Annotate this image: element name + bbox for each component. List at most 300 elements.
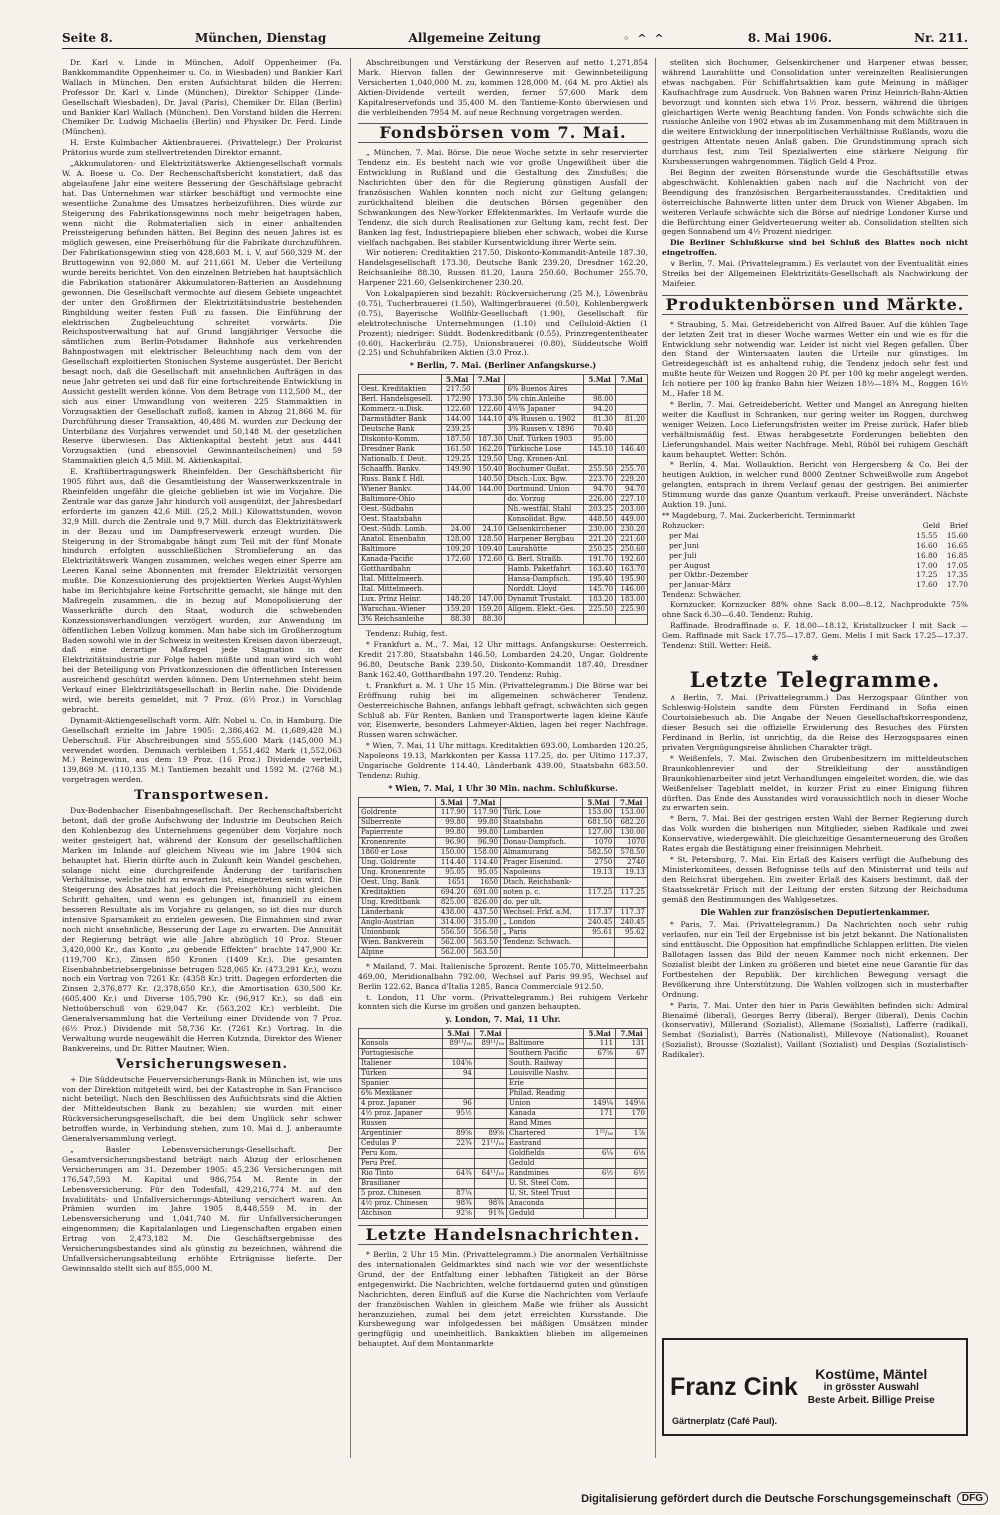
table-header-cell [500, 797, 582, 807]
table-cell: 225.90 [616, 605, 648, 615]
table-cell [615, 877, 648, 887]
table-cell: 171 [584, 1109, 616, 1119]
table-cell: Brasilianer [359, 1179, 443, 1189]
table-row [359, 1139, 648, 1149]
table-cell [474, 1099, 506, 1109]
table-cell: 94.70 [616, 485, 648, 495]
table-cell: 114.40 [468, 857, 501, 867]
table-cell: 104⅝ [442, 1059, 474, 1069]
table-row [359, 405, 648, 415]
table-cell: 1070 [615, 837, 648, 847]
table-row [359, 1099, 648, 1109]
table-cell [616, 385, 648, 395]
quote-table-london [358, 1028, 648, 1219]
section-heading: Transportwesen. [134, 788, 270, 804]
table-cell: 70.40 [584, 425, 616, 435]
table-cell: 170 [616, 1109, 648, 1119]
table-cell: Alpine [359, 947, 436, 957]
table-cell [473, 505, 505, 515]
table-header-cell [507, 1029, 584, 1039]
table-cell: 221.60 [616, 535, 648, 545]
table-row [359, 1049, 648, 1059]
table-cell: Unif. Türken 1903 [505, 435, 584, 445]
table-header-cell: 7.Mai [615, 797, 648, 807]
table-cell: Schaaffh. Bankv. [359, 465, 442, 475]
sugar-cols: Rohzucker: Geld Brief [662, 520, 968, 530]
table-cell: 438.00 [435, 907, 468, 917]
table-cell: 99.80 [435, 827, 468, 837]
table-cell: 195.90 [616, 575, 648, 585]
table-row [359, 867, 648, 877]
table-cell: 144.00 [441, 485, 473, 495]
table-cell [442, 1179, 474, 1189]
table-cell: 223.70 [584, 475, 616, 485]
table-row [359, 415, 648, 425]
table-cell: 578.50 [615, 847, 648, 857]
sugar-tendenz: Tendenz: Schwächer. [662, 590, 742, 600]
table-cell: 94.70 [584, 485, 616, 495]
table-cell: 140.50 [473, 475, 505, 485]
table-cell: Allgem. Elekt.-Ges. [505, 605, 584, 615]
table-cell [474, 1149, 506, 1159]
table-cell: Wiener Bankv. [359, 485, 442, 495]
table-cell: Nh.-westfäl. Stahl [505, 505, 584, 515]
table-cell: 250.25 [584, 545, 616, 555]
table-cell: 88.30 [473, 615, 505, 625]
table-cell: Unionbank [359, 927, 436, 937]
table-cell [442, 1089, 474, 1099]
table-cell [584, 1189, 616, 1199]
article-text: * Wien, 7. Mai, 11 Uhr mittags. Kreditaktien 693.00, Lombarden 120.25, Napoleons 19.13, Markkonten per Kassa 117.25, do. per Ultimo 117.37, Ungarische Goldrente 114.40, Länderbank 439.00, Staatsbahn 683.50. Tendenz: Ruhig. [358, 741, 648, 780]
table-cell: 96 [442, 1099, 474, 1109]
table-cell: 149⅛ [616, 1099, 648, 1109]
table-cell: 117.90 [435, 807, 468, 817]
table-row [359, 1209, 648, 1219]
table-cell: 94 [442, 1069, 474, 1079]
table-cell: Gotthardbahn [359, 565, 442, 575]
table-cell: Italiener [359, 1059, 443, 1069]
table-header-cell: 7.Mai [468, 797, 501, 807]
table-cell: 172.60 [473, 555, 505, 565]
table-cell: 144.00 [473, 485, 505, 495]
table-cell [616, 425, 648, 435]
sugar-row: per Mai 15.55 15.60 [662, 530, 968, 540]
table-cell: 240.45 [582, 917, 615, 927]
article-text: ∨ Berlin, 7. Mai. (Privattelegramm.) Es verlautet von der Eventualität eines Streiks bei der Allgemeinen Elektrizitäts-Gesellschaft als Nachwirkung der Maifeier. [662, 259, 968, 288]
table-cell [474, 1059, 506, 1069]
table-cell [441, 575, 473, 585]
table-cell: 117.25 [615, 887, 648, 897]
table-row [359, 565, 648, 575]
table-cell: 2750 [582, 857, 615, 867]
table-row [359, 857, 648, 867]
table-cell [474, 1109, 506, 1119]
table-cell: Bochumer Gußst. [505, 465, 584, 475]
table-cell [616, 1069, 648, 1079]
article-text: + Die Süddeutsche Feuerversicherungs-Bank in München ist, wie uns von der Direktion mitgeteilt wird, bei der Katastrophe in San Francisco nicht beteiligt. Nach den Beschlüssen des Aufsichtsrats sind die Aktien der Mitteldeutschen Bank zu bezahlen; sie wurden mit einer Rückversicherungsgesellschaft, die bei dem Unglück sehr schwer betroffen wurde, in Verbindung stehen, zum 10. Mai d. J. anberaumte Generalversammlung verlegt. [62, 1074, 342, 1144]
sugar-report [662, 511, 968, 600]
table-row [359, 1059, 648, 1069]
table-cell: 195.40 [584, 575, 616, 585]
article-text: „ Basler Lebensversicherungs-Gesellschaft. Der Gesamtversicherungsbestand beträgt nach Abzug der erloschenen Versicherungen am 31. Dezember 1905: 45,236 Versicherungen mit 176,547,593 M. Kapital und 986,754 M. Rente in der Lebensversicherung. Für den Todesfall, 429,216,774 M. auf den Invaliditäts- und Unfallversicherungs-Abteilung versichert waren. An Prämien wurden im Jahre 1905 8,448,559 M. in der Lebensversicherung und 1,041,740 M. für Unfallversicherungen eingenommen; die Kapitalanlagen und Liegenschaften ergaben einen Ertrag von 2,473,182 M. Die Geschäftsergebnisse des Versicherungsbestandes sind als günstig zu bezeichnen, während die Unfallversicherungsabteilung erhöhte Erträgnisse lieferte. Der Gewinnsaldo stellt sich auf 855,000 M. [62, 1144, 342, 1273]
table-cell: 556.50 [435, 927, 468, 937]
table-cell: 109.20 [441, 545, 473, 555]
table-cell: 95.05 [435, 867, 468, 877]
table-cell: 148.20 [441, 595, 473, 605]
table-cell [473, 515, 505, 525]
paper-title: Allgemeine Zeitung [408, 31, 541, 45]
table-cell [616, 1139, 648, 1149]
table-cell: Türken [359, 1069, 443, 1079]
table-cell: Louisville Nashv. [507, 1069, 584, 1079]
table-cell [584, 1069, 616, 1079]
table-cell: Dtsch.-Lux. Bgw. [505, 475, 584, 485]
table-cell: Hamb. Paketfahrt [505, 565, 584, 575]
article-text: H. Erste Kulmbacher Aktienbrauerei. (Privattelegr.) Der Prokurist Prätorius wurde zum stellvertretenden Direktor ernannt. [62, 138, 342, 158]
table-cell: 111 [584, 1039, 616, 1049]
table-cell [616, 1059, 648, 1069]
table-header-cell: 7.Mai [473, 375, 505, 385]
table-cell: 691.00 [468, 887, 501, 897]
table-row [359, 1079, 648, 1089]
article-text: Dr. Karl v. Linde in München, Adolf Oppenheimer (Fa. Bankkommandite Oppenheimer u. Co. in Wiesbaden) und Bankier Karl Wallach in München. Den ersten Aufsichtsrat bilden die Herren: Professor Dr. Karl v. Linde (München), Direktor Schipper (Linde-Gesellschaft Wiesbaden), Dr. Javal (Paris), Chemiker Dr. Ellan (Berlin) und Bankier Karl Wallach (München). Den Vorstand bilden die Herren: Chemiker Dr. Ludwig Michaelis (Berlin) und Physiker Dr. Ferd. Linde (München). [62, 58, 342, 137]
table-header-cell: 5.Mai [441, 375, 473, 385]
table-cell: Warschau.-Wiener [359, 605, 442, 615]
table-cell: 6% Mexikaner [359, 1089, 443, 1099]
article-text: * Berlin, 4. Mai. Wollauktion. Bericht von Hergersberg & Co. Bei der heutigen Auktion, in welcher rund 8000 Zentner Schweißwolle zum Angebot gelangten, entsprach in ihrem Verlauf genau der gestrigen. Bei animierter Stimmung wurde das ganze Quantum verkauft. Preise unverändert. Nächste Auktion 19. Juni. [662, 460, 968, 510]
table-cell: 24.00 [441, 525, 473, 535]
table-cell: 19.13 [615, 867, 648, 877]
table-cell: noten p. c. [500, 887, 582, 897]
table-cell: 192.60 [616, 555, 648, 565]
table-row [359, 1069, 648, 1079]
table-cell: Tendenz: Schwach. [500, 937, 582, 947]
table-row [359, 847, 648, 857]
article-text: * St. Petersburg, 7. Mai. Ein Erlaß des Kaisers verfügt die Aufhebung des Ministerkomitees, dessen Befugnisse teils auf den Ministerrat und teils auf den Reichsrat übergehen. Ein zweiter Erlaß des Kaisers bestimmt, daß der Staatssekretär Frisch mit der Leitung der ersten Sitzung der Reichsduma gemäß den Bestimmungen des Wahlgesetzes. [662, 854, 968, 904]
table-cell [616, 455, 648, 465]
table-cell: 240.45 [615, 917, 648, 927]
table-cell: Argentinier [359, 1129, 443, 1139]
table-cell: 172.60 [441, 555, 473, 565]
table-cell: 682.20 [615, 817, 648, 827]
table-cell: 99.80 [468, 827, 501, 837]
table-cell [582, 947, 615, 957]
table-cell: 145.10 [584, 445, 616, 455]
table-cell: Ung. Kreditbank [359, 897, 436, 907]
table-cell: Union [507, 1099, 584, 1109]
table-cell [473, 575, 505, 585]
table-cell: 153.00 [615, 807, 648, 817]
table-cell [474, 1119, 506, 1129]
table-cell: 4½ proz. Chinesen [359, 1199, 443, 1209]
sugar-row: per August 17.00 17.05 [662, 560, 968, 570]
table-row [359, 425, 648, 435]
table-cell: Nationalb. f. Deut. [359, 455, 442, 465]
article-text: Dynamit-Aktiengesellschaft vorm. Alfr. Nobel u. Co. in Hamburg. Die Gesellschaft erzielte im Jahre 1905: 2,386,462 M. (1,689,428 M.) Ueberschuß. Für Abschreibungen sind 555,600 Mark (145,000 M.) verwendet worden. Demnach verbleiben 1,551,462 Mark (1,552,063 M.) Reingewinn, aus dem 19 Proz. (16 Proz.) Dividende verteilt, 139,869 M. (110,135 M.) Tantiemen bezahlt und 1592 M. (2768 M.) vorgetragen werden. [62, 715, 342, 785]
table-cell [505, 615, 584, 625]
table-cell: Anaconda [507, 1199, 584, 1209]
table-row [359, 515, 648, 525]
table-cell: U. St. Steel Trust [507, 1189, 584, 1199]
table-row [359, 1199, 648, 1209]
table-row [359, 827, 648, 837]
table-cell: 162.20 [473, 445, 505, 455]
table-cell: 96.90 [468, 837, 501, 847]
footer-text: Digitalisierung gefördert durch die Deutsche Forschungsgemeinschaft [581, 1492, 951, 1505]
table-row [359, 1089, 648, 1099]
table-cell: 95½ [442, 1109, 474, 1119]
table-row [359, 907, 648, 917]
table-cell: 147.00 [473, 595, 505, 605]
table-cell [584, 455, 616, 465]
table-cell [616, 395, 648, 405]
table-cell: 203.00 [616, 505, 648, 515]
table-title: y. London, 7. Mai, 11 Uhr. [445, 1014, 561, 1025]
table-cell: Gelsenkirchener [505, 525, 584, 535]
quote-table-berlin [358, 374, 648, 625]
table-cell: 128.50 [473, 535, 505, 545]
article-text: Kornzucker. Kornzucker 88% ohne Sack 8.00—8.12, Nachprodukte 75% ohne Sack 6.30—6.40. Tendenz: Ruhig. [662, 600, 968, 620]
table-cell: 4½ proz. Japaner [359, 1109, 443, 1119]
table-cell [616, 1179, 648, 1189]
table-cell: 163.40 [584, 565, 616, 575]
table-header-cell: 5.Mai [582, 797, 615, 807]
table-cell: 21¹¹/₁₆ [474, 1139, 506, 1149]
table-cell: 562.00 [435, 947, 468, 957]
table-cell [616, 1209, 648, 1219]
table-cell: Kanada-Pacific [359, 555, 442, 565]
table-cell: 6¼ [584, 1149, 616, 1159]
table-title: * Berlin, 7. Mai. (Berliner Anfangskurse.) [409, 360, 597, 371]
table-cell: Türk. Lose [500, 807, 582, 817]
table-cell: Länderbank [359, 907, 436, 917]
table-cell: Papierrente [359, 827, 436, 837]
table-cell: 255.50 [584, 465, 616, 475]
article-text: Raffinade. Brodraffinade o. F. 18.00—18.12, Kristallzucker I mit Sack — Gem. Raffinade mit Sack 17.75—17.87. Gem. Melis I mit Sack 17.25—17.37. Tendenz: Still. Wetter: Heiß. [662, 620, 968, 650]
table-cell: 226.00 [584, 495, 616, 505]
table-cell [473, 495, 505, 505]
table-cell: 1651 [435, 877, 468, 887]
article-text: „ München, 7. Mai. Börse. Die neue Woche setzte in sehr reservierter Tendenz ein. Es besteht nach wie vor große Ungewißheit über die Entwicklung in Rußland und die Gestaltung des Zinsfußes; die Nachrichten über den für die Regierung günstigen Ausfall der französischen Wahlen konnten noch nicht zur Geltung gelangen; zurückhaltend bleiben die deutschen Börsen gegenüber den Schwankungen des New-Yorker Effektenmarktes. Im Verlaufe wurde die Tendenz, die sich durch Realisationen zur Geltung kam, recht fest. Der Banken lag fest, Industriepapiere blieben eher schwach, wobei die Kurse vielfach nachgaben. Bei stabiler Kursentwicklung ihrer Werte sein. [358, 148, 648, 247]
table-cell: 221.20 [584, 535, 616, 545]
article-text: * Straubing, 5. Mai. Getreidebericht von Alfred Bauer. Auf die kühlen Tage der letzten Zeit trat in dieser Woche warmes Wetter ein und wie es für die Entwicklung sehr notwendig war. Leider ist nicht viel Regen gefallen. Über den Stand der Wintersaaten lauten die Urteile nur günstiges. Im Getreidegeschäft ist es anhaltend ruhig, die Tendenz jedoch sehr fest und mußte heute für Weizen und Roggen 20 Pf. per 100 kg mehr angelegt werden. Ich notiere per 100 kg franko Bahn hier Weizen 18½—18¾ M., Roggen 16½ M., Hafer 18 M. [662, 319, 968, 399]
table-cell: 95.61 [582, 927, 615, 937]
article-text: stellten sich Bochumer, Gelsenkirchener und Harpener etwas besser, während Laurahütte und Consolidation unter vereinzelten Realisierungen etwas nachgaben. Für Schiffahrtsaktien kam gute Meinung in mäßiger Kaufnachfrage zum Ausdruck. Von Bahnen waren Prinz Heinrich-Bahn-Aktien bevorzugt und konnten sich etwa 1½ Proz. bessern, während die übrigen gleichartigen Werte wenig Beachtung fanden. Von Fonds schwächte sich die russische Anleihe von 1902 etwas ab im Zusammenhang mit dem Mißtrauen in die weitere Entwicklung der innerpolitischen Verhältnisse Rußlands, wozu die gestrigen Attentate neuen Anlaß gaben. Die Grundstimmung sprach sich durchaus fest, zum Teil Spezialwerten eine stärkere Neigung für Kursbesserungen wahrgenommen. Täglich Geld 4 Proz. [662, 58, 968, 167]
article-text: t. Frankfurt a. M. 1 Uhr 15 Min. (Privattelegramm.) Die Börse war bei Eröffnung ruhig bei im allgemeinen schwächerer Tendenz. Oesterreichische Bahnen, anfangs lebhaft gefragt, schwächten sich gegen Schluß ab. Für Renten, Banken und Transportwerte lagen kleine Käufe vor, Eisenwerte, besonders Lahmeyer-Aktien, lagen bei reger Nachfrage. Russen waren schwächer. [358, 680, 648, 740]
table-row [359, 615, 648, 625]
table-row [359, 1129, 648, 1139]
table-cell: 117.37 [615, 907, 648, 917]
table-cell: 64¾ [442, 1169, 474, 1179]
table-cell [584, 1059, 616, 1069]
table-cell: Kommerz.-u.Disk. [359, 405, 442, 415]
table-cell: 437.50 [468, 907, 501, 917]
table-cell: 122.60 [441, 405, 473, 415]
table-cell: Hansa-Dampfsch. [505, 575, 584, 585]
table-cell: 183.00 [616, 595, 648, 605]
table-cell: Konsols [359, 1039, 443, 1049]
table-cell: 89⅝ [474, 1129, 506, 1139]
table-cell [616, 1079, 648, 1089]
table-cell [473, 585, 505, 595]
table-cell: 681.50 [582, 817, 615, 827]
table-cell [616, 1189, 648, 1199]
table-cell: 159.20 [473, 605, 505, 615]
place-date: München, Dienstag [195, 31, 327, 45]
table-cell: 129.50 [473, 455, 505, 465]
table-cell: 163.70 [616, 565, 648, 575]
table-cell: Harpener Bergbau [505, 535, 584, 545]
table-cell: 144.00 [441, 415, 473, 425]
table-cell: 114.40 [435, 857, 468, 867]
sugar-rows [662, 531, 968, 590]
table-cell [616, 405, 648, 415]
table-cell: Ung. Kronenrente [359, 867, 436, 877]
table-cell [584, 1209, 616, 1219]
table-cell: Kanada [507, 1109, 584, 1119]
table-cell: 315.00 [468, 917, 501, 927]
sugar-row: per Juni 16.60 16.65 [662, 540, 968, 550]
ad-company-name: Franz Cink [670, 1372, 798, 1401]
table-cell: Russ. Bank f. Hdl. [359, 475, 442, 485]
article-text: Von Lokalpapieren sind bezahlt: Rückversicherung (25 M.), Löwenbräu (0.75), Tucherbrauerei (1.50), Waltingerbrauerei (0.50), Kohlenbergwerk (0.75), Bayerische Wollfilz-Gesellschaft (1.90), Gesellschaft für elektrotechnische Unternehmungen (1.10) und Celluloid-Aktien (1 Prozent); niedriger: Süddt. Bodenkreditbank (0.55), Prinzregententheater (0.60), Hackerbräu (2.75), Unionsbrauerei (0.80), Süddeutsche Wolff (2.25) und Schuhfabriken Aktien (3.0 Proz.). [358, 289, 648, 358]
table-cell: 1¹⁵/₁₆ [584, 1129, 616, 1139]
table-cell: 161.50 [441, 445, 473, 455]
column-rule [350, 58, 351, 1458]
table-cell [616, 435, 648, 445]
table-cell: 2740 [615, 857, 648, 867]
table-cell: 255.70 [616, 465, 648, 475]
section-heading: Versicherungswesen. [115, 1056, 289, 1072]
table-row [359, 555, 648, 565]
table-cell: 556.50 [468, 927, 501, 937]
table-cell [584, 385, 616, 395]
table-cell: 448.50 [584, 515, 616, 525]
table-cell: 92⅝ [442, 1209, 474, 1219]
table-cell: 81.30 [584, 415, 616, 425]
table-cell [442, 1119, 474, 1129]
table-row [359, 605, 648, 615]
table-cell: 562.00 [435, 937, 468, 947]
table-row [359, 947, 648, 957]
table-cell [474, 1079, 506, 1089]
table-row [359, 585, 648, 595]
table-cell: 117.37 [582, 907, 615, 917]
table-cell: 217.50 [441, 385, 473, 395]
table-cell: 98.00 [584, 395, 616, 405]
table-cell: 96.90 [435, 837, 468, 847]
table-cell: 826.00 [468, 897, 501, 907]
table-cell: 153.00 [582, 807, 615, 817]
table-cell [584, 1139, 616, 1149]
table-cell: Geduld [507, 1159, 584, 1169]
table-cell [442, 1079, 474, 1089]
table-cell: Atchison [359, 1209, 443, 1219]
table-cell [474, 1089, 506, 1099]
table-cell: Deutsche Bank [359, 425, 442, 435]
table-cell: 3% Reichsanleihe [359, 615, 442, 625]
table-cell [584, 1089, 616, 1099]
table-row [359, 1109, 648, 1119]
table-cell: Oest. Kreditaktien [359, 385, 442, 395]
article-text: Wir notieren: Creditaktien 217.50, Diskonto-Kommandit-Anteile 187.30, Handelsgesellschaft 173.30, Deutsche Bank 239.20, Dresdner 162.20, Reichsanleihe 88.30, Russen 81.20, Laura 250.60, Bochumer 255.70, Harpener 221.60, Gelsenkirchener 230.20. [358, 248, 648, 288]
table-cell: 127.00 [582, 827, 615, 837]
table-cell: 64¹¹/₁₆ [474, 1169, 506, 1179]
table-row [359, 1119, 648, 1129]
table-cell: Konsolidat. Bgw. [505, 515, 584, 525]
article-text: * Frankfurt a. M., 7. Mai, 12 Uhr mittags. Anfangskurse: Oesterreich. Kredit 217.80, Staatsbahn 146.50, Lombarden 24.20, Ungar. Goldrente 96.80, Deutsche Bank 239.50, Diskonto-Kommandit 187.40, Dresdner Bank 162.40, Gotthardbahn 197.20. Tendenz: Ruhig. [358, 640, 648, 679]
table-cell: 145.70 [584, 585, 616, 595]
table-cell: 6½ [584, 1169, 616, 1179]
table-cell: 88.30 [441, 615, 473, 625]
table-cell: Norddt. Lloyd [505, 585, 584, 595]
table-cell: Russen [359, 1119, 443, 1129]
article-text: E. Kraftübertragungswerk Rheinfelden. Der Geschäftsbericht für 1905 führt aus, daß die Gesamtleistung der Wasserwerkszentrale in Rheinfelden ungefähr die gleiche geblieben ist wie im Vorjahre. Die Zentrale war das ganze Jahr hindurch voll ausgenützt, der Jahresbedarf erforderte im ganzen 42,6 Mill. (25,2 Mill.) Kilowattstunden, wovon 32,9 Mill. durch die Zentrale und 9,7 Mill. durch das Elektrizitätswerk in der Bezau und im Dampfreservewerk erzeugt wurden. Die Steigerung in der Stromabgabe hängt zum Teil mit der fünf Monate hindurch erfolgten ausschließlichen Stromlieferung an das Elektrizitätswerk Wangen zusammen, welches wegen einer Sperre am Leeren Kanal seine Abonnenten mit fremder Elektrizität versorgen mußte. Die Konzessionierung des projektierten Werkes Augst-Wyhlen habe im Berichtsjahre keine Fortschritte gemacht, sie hänge mit den Maßregeln zusammen, die in bezug auf Monopolisierung der Wasserkräfte durch den Staat, wodurch die schwebenden Konzessionsverhandlungen verzögert wurden, zur Anwendung im öffentlichen Leben Vollzug kommen. Man habe sich im Großherzogtum Baden sowohl wie in der Schweiz in weitesten Kreisen davon überzeugt, daß eine derartige Maßregel jede Stagnation in der Elektrizitätsindustrie zur Folge haben müßte und man wird sich wohl bei der Beteiligung von Privatkonzessionen die öffentlichen Interessen ausreichend geschützt werden können. Dem Unternehmen steht beim Verkauf einer Elektrizitätsgesellschaft in Berlin nahe. Die Dividende wird, wie bereits gemeldet, mit 7 Proz. (6½ Proz.) in Vorschlag gebracht. [62, 467, 342, 714]
column-3 [662, 58, 968, 1458]
table-cell: 24.10 [473, 525, 505, 535]
table-row [359, 1179, 648, 1189]
table-cell [584, 1159, 616, 1169]
table-cell: 95.62 [615, 927, 648, 937]
table-header-cell: 5.Mai [435, 797, 468, 807]
table-row [359, 395, 648, 405]
article-text: * Berlin, 7. Mai. Getreidebericht. Wetter und Mangel an Anregung hielten weiter die Kauflust in Schranken, nur gering weiter im Roggen, durchweg weniger Weizen. Loco Lieferungsfristen weiter im Preise zurück. Hafer blieb verhältnismäßig fest. Etwas herabgesetzte Forderungen beliebten den Lieferungshandel. Mais weiter Nachfrage. Mehl, Rüböl bei ruhigem Geschäft kaum behauptet. Wetter: Schön. [662, 400, 968, 459]
table-cell: 6½ [616, 1169, 648, 1179]
table-cell: 130.00 [615, 827, 648, 837]
table-cell: Lombarden [500, 827, 582, 837]
table-row [359, 1149, 648, 1159]
article-text: Abschreibungen und Verstärkung der Reserven auf netto 1,271,854 Mark. Hiervon fallen der Gewinnreserve mit Gewinnbeteiligung Versicherten 1,040,000 M. zu, kommen 128,000 M. (64 M. pro Aktie) als Aktien-Dividende verteilt werden, ferner 57,600 Mark dem Kapitalreservefonds und 35,400 M. den Tantieme-Konto überwiesen und die verbleibenden 7954 M. auf neue Rechnung vorgetragen werden. [358, 58, 648, 117]
table-row [359, 1039, 648, 1049]
table-cell: 128.00 [441, 535, 473, 545]
table-cell: Türkische Lose [505, 445, 584, 455]
table-cell: do. per ult. [500, 897, 582, 907]
table-cell: Darmstädter Bank [359, 415, 442, 425]
table-cell: 230.20 [616, 525, 648, 535]
sugar-row: per Oktbr.-Dezember 17.25 17.35 [662, 570, 968, 580]
article-text: ∧ Berlin, 7. Mai. (Privattelegramm.) Das Herzogspaar Günther von Schleswig-Holstein sandte dem Fürsten Ferdinand in Sofia einen Courtoisiebesuch ab. Die Angabe der Neuen Gesellschaftskorrespondenz, dieser Besuch sei die offizielle Erwiderung des Besuches des Fürsten Ferdinand in Berlin, ist unrichtig, da die Reise des Herzogspaares einen privaten Vergnügungsreise ähnlichen Charakter trägt. [662, 693, 968, 752]
table-row [359, 877, 648, 887]
table-cell: 109.40 [473, 545, 505, 555]
page-header [62, 28, 968, 49]
table-cell [584, 1179, 616, 1189]
table-cell [615, 947, 648, 957]
table-row [359, 545, 648, 555]
table-cell: 250.60 [616, 545, 648, 555]
table-cell: Wien. Bankverein [359, 937, 436, 947]
table-row [359, 475, 648, 485]
ornament-star: ✱ [811, 653, 819, 664]
table-cell: Geduld [507, 1209, 584, 1219]
table-row [359, 817, 648, 827]
issue-date: 8. Mai 1906. [747, 31, 832, 45]
table-cell: 150.00 [435, 847, 468, 857]
table-cell: 19.13 [582, 867, 615, 877]
table-cell: Cedulas P [359, 1139, 443, 1149]
table-cell: Baltimore-Ohio [359, 495, 442, 505]
table-header-cell: 5.Mai [584, 1029, 616, 1039]
table-cell: Prager Eisenind. [500, 857, 582, 867]
table-cell: Diskonto-Komm. [359, 435, 442, 445]
table-cell: 146.00 [616, 585, 648, 595]
table-cell: 129.25 [441, 455, 473, 465]
table-cell [474, 1159, 506, 1169]
table-cell [616, 1159, 648, 1169]
table-cell: 239.25 [441, 425, 473, 435]
table-row [359, 927, 648, 937]
table-cell: Staatsbahn [500, 817, 582, 827]
table-cell: Chartered [507, 1129, 584, 1139]
